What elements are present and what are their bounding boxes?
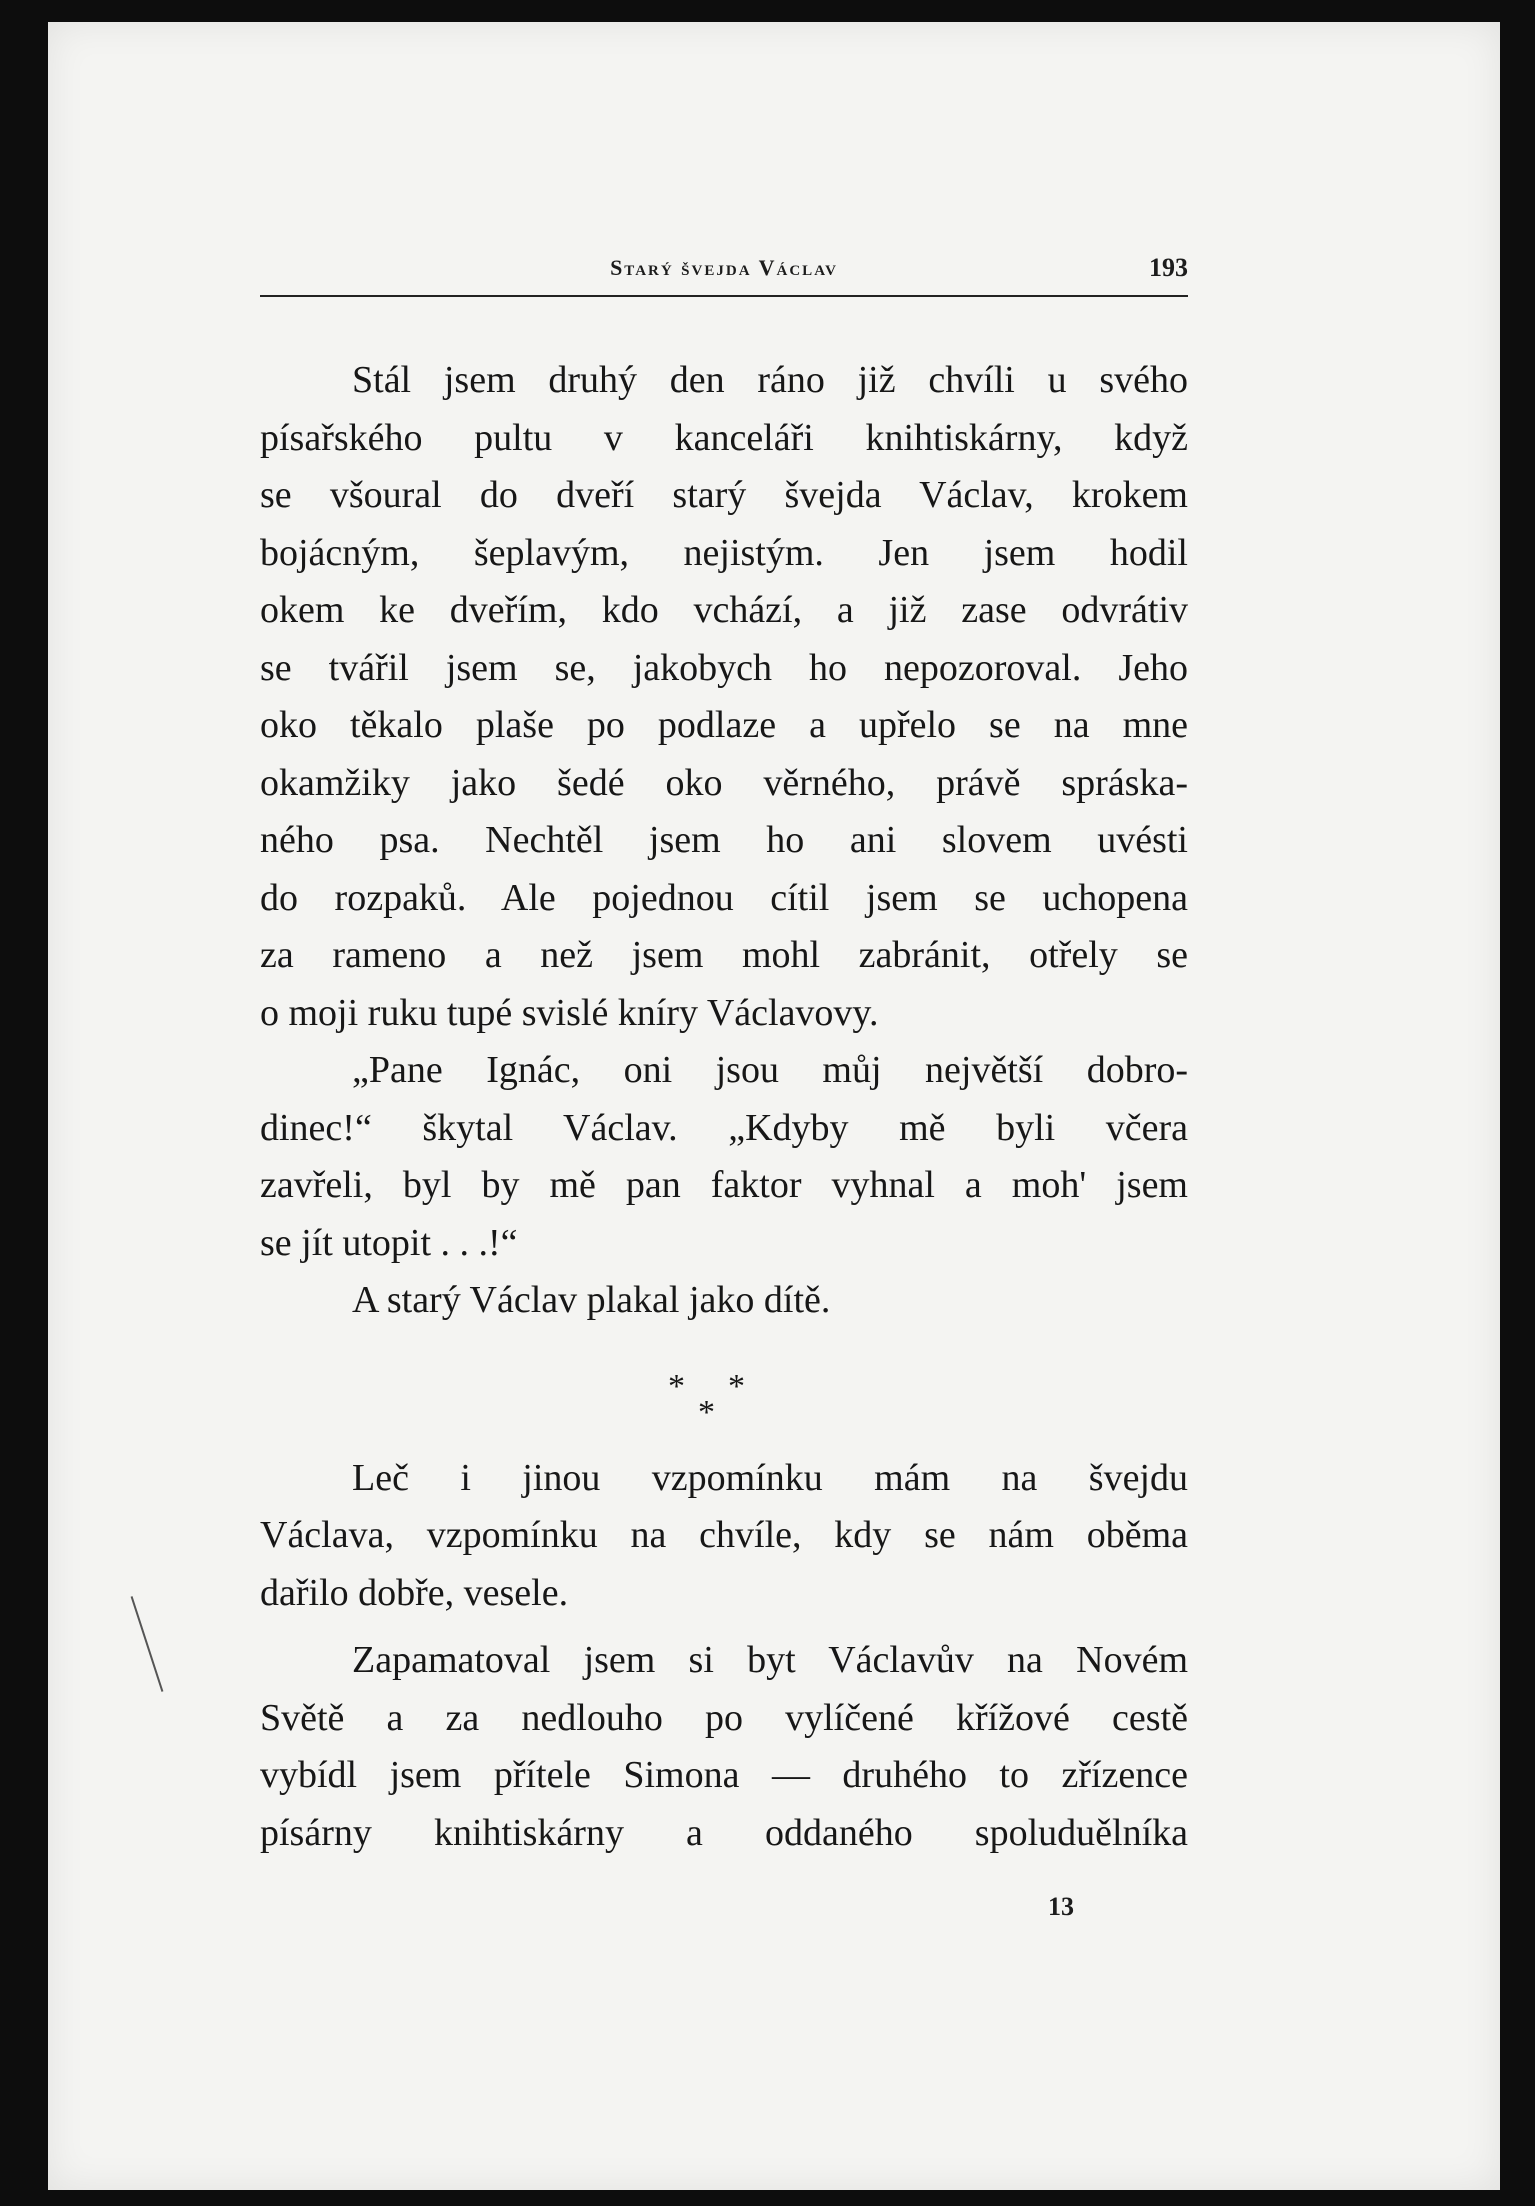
text-line: do rozpaků. Ale pojednou cítil jsem se uchopena [260, 876, 1188, 919]
text-line: vybídl jsem přítele Simona — druhého to zřízence [260, 1754, 1188, 1796]
text-line: se jít utopit . . .!“ [260, 1221, 518, 1264]
paragraph-5 [260, 1632, 1188, 1862]
asterisk: * [668, 1368, 685, 1405]
paragraph-4 [260, 1450, 1188, 1623]
text-line: písárny knihtiskárny a oddaného spoluduělníka [260, 1811, 1188, 1854]
signature-mark: 13 [1048, 1892, 1074, 1921]
paragraph-2 [260, 1042, 1188, 1272]
text-line: okamžiky jako šedé oko věrného, právě spráska- [260, 761, 1188, 804]
text-line: písařského pultu v kanceláři knihtiskárny, když [260, 416, 1188, 459]
text-line: dinec!“ škytal Václav. „Kdyby mě byli včera [260, 1106, 1188, 1149]
text-line: ného psa. Nechtěl jsem ho ani slovem uvésti [260, 819, 1188, 861]
text-line: zavřeli, byl by mě pan faktor vyhnal a moh' jsem [260, 1164, 1188, 1206]
text-line: za rameno a než jsem mohl zabránit, otřely se [260, 934, 1188, 976]
text-line: okem ke dveřím, kdo vchází, a již zase odvrátiv [260, 589, 1188, 631]
paragraph-3 [260, 1272, 1188, 1330]
text-line: oko těkalo plaše po podlaze a upřelo se na mne [260, 704, 1188, 746]
text-line: dařilo dobře, vesele. [260, 1571, 569, 1614]
asterism-section-break [668, 1368, 828, 1438]
text-line: A starý Václav plakal jako dítě. [352, 1279, 831, 1321]
paragraph-1 [260, 352, 1188, 1042]
text-line: „Pane Ignác, oni jsou můj největší dobro- [352, 1049, 1188, 1091]
text-line: Světě a za nedlouho po vylíčené křížové cestě [260, 1696, 1188, 1739]
page-crease-mark [131, 1596, 164, 1692]
paragraph-gap [260, 1622, 1188, 1632]
asterisk: * [728, 1368, 745, 1405]
text-line: o moji ruku tupé svislé kníry Václavovy. [260, 991, 879, 1034]
text-line: bojácným, šeplavým, nejistým. Jen jsem hodil [260, 531, 1188, 574]
book-page [48, 22, 1500, 2190]
text-line: Václava, vzpomínku na chvíle, kdy se nám oběma [260, 1514, 1188, 1556]
page-header [260, 255, 1188, 297]
text-line: Zapamatoval jsem si byt Václavův na Novém [352, 1639, 1188, 1681]
page-number: 193 [1149, 253, 1188, 282]
text-line: se všoural do dveří starý švejda Václav, krokem [260, 474, 1188, 516]
running-head: Starý švejda Václav [610, 255, 838, 280]
asterisk: * [698, 1394, 715, 1431]
page-body [260, 352, 1188, 1862]
text-line: Leč i jinou vzpomínku mám na švejdu [352, 1456, 1188, 1499]
text-line: se tvářil jsem se, jakobych ho nepozoroval. Jeho [260, 646, 1188, 689]
text-line: Stál jsem druhý den ráno již chvíli u svého [352, 359, 1188, 401]
